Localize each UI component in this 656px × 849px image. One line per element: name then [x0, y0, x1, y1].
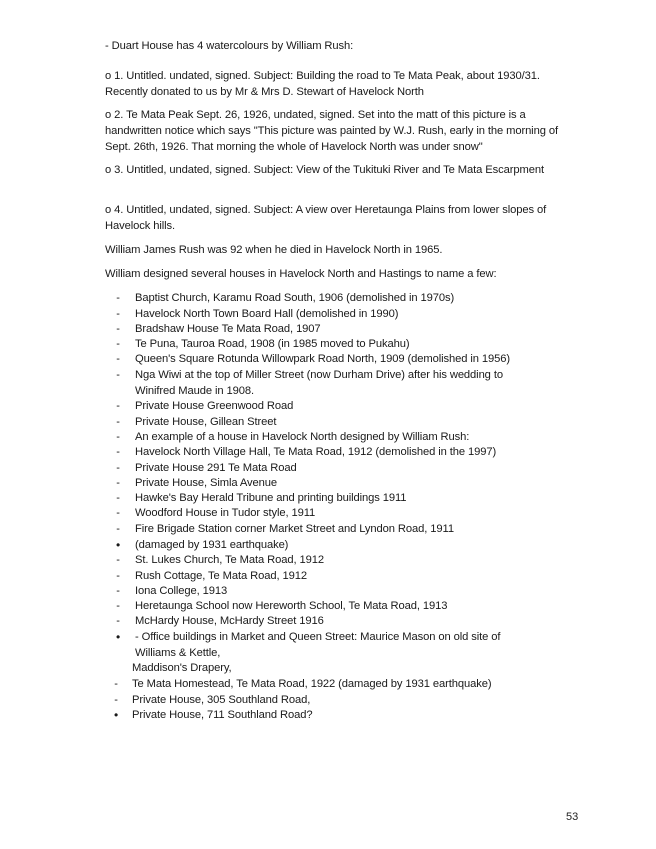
- list-item-text: Maddison's Drapery,: [132, 662, 232, 674]
- dash-marker: -: [116, 308, 120, 320]
- list-item-text: Nga Wiwi at the top of Miller Street (now Durham Drive) after his wedding to Winifred Maude in 1908.: [135, 369, 503, 397]
- bullet-marker: •: [115, 630, 121, 644]
- list-item-text: Woodford House in Tudor style, 1911: [135, 507, 316, 519]
- list-item-text: Hawke's Bay Herald Tribune and printing buildings 1911: [135, 492, 407, 504]
- list-item-text: Private House Greenwood Road: [135, 400, 294, 412]
- dash-marker: -: [116, 477, 120, 489]
- dash-marker: -: [116, 554, 120, 566]
- dash-marker: -: [116, 292, 120, 304]
- dash-marker: -: [116, 446, 120, 458]
- list-item-text: Fire Brigade Station corner Market Street and Lyndon Road, 1911: [135, 523, 454, 535]
- dash-marker: -: [116, 523, 120, 535]
- dash-marker: -: [116, 353, 120, 365]
- dash-marker: -: [116, 323, 120, 335]
- list-item-text: An example of a house in Havelock North designed by William Rush:: [135, 431, 470, 443]
- paragraph-duart-house: - Duart House has 4 watercolours by William Rush:: [105, 40, 354, 52]
- paragraph-watercolour-2: o 2. Te Mata Peak Sept. 26, 1926, undated, signed. Set into the matt of this picture is a handwritten notice which says "This picture was painted by W.J. Rush, early in the morning of Sept. 26th, 1926. That morning the whole of Havelock North was under snow": [105, 109, 558, 153]
- paragraph-watercolour-3: o 3. Untitled, undated, signed. Subject: View of the Tukituki River and Te Mata Escarpment: [105, 164, 544, 176]
- list-item-text: Queen's Square Rotunda Willowpark Road North, 1909 (demolished in 1956): [135, 353, 511, 365]
- dash-marker: -: [116, 369, 120, 381]
- list-item-text: Private House, Gillean Street: [135, 416, 277, 428]
- list-item-text: Private House 291 Te Mata Road: [135, 462, 297, 474]
- list-item-text: (damaged by 1931 earthquake): [135, 539, 289, 551]
- list-item-text: Iona College, 1913: [135, 585, 228, 597]
- list-item-text: St. Lukes Church, Te Mata Road, 1912: [135, 554, 324, 566]
- dash-marker: -: [116, 462, 120, 474]
- list-item-text: Private House, 305 Southland Road,: [132, 694, 311, 706]
- dash-marker: -: [116, 431, 120, 443]
- paragraph-watercolour-4: o 4. Untitled, undated, signed. Subject: A view over Heretaunga Plains from lower slopes of Havelock hills.: [105, 204, 547, 232]
- paragraph-watercolour-1: o 1. Untitled. undated, signed. Subject: Building the road to Te Mata Peak, about 1930/31. Recently donated to us by Mr & Mrs D. Stewart of Havelock North: [105, 70, 540, 98]
- page-number: 53: [566, 811, 579, 823]
- dash-marker: -: [116, 416, 120, 428]
- dash-marker: -: [116, 492, 120, 504]
- dash-marker: -: [114, 678, 118, 690]
- dash-marker: -: [114, 694, 118, 706]
- list-item-text: Bradshaw House Te Mata Road, 1907: [135, 323, 321, 335]
- list-item-text: Rush Cottage, Te Mata Road, 1912: [135, 570, 307, 582]
- paragraph-rush-death: William James Rush was 92 when he died in Havelock North in 1965.: [105, 244, 443, 256]
- list-item-text: Private House, Simla Avenue: [135, 477, 277, 489]
- list-item-text: McHardy House, McHardy Street 1916: [135, 615, 324, 627]
- list-item-text: Te Puna, Tauroa Road, 1908 (in 1985 moved to Pukahu): [135, 338, 410, 350]
- paragraph-designed-houses: William designed several houses in Havelock North and Hastings to name a few:: [105, 268, 497, 280]
- list-item-text: Te Mata Homestead, Te Mata Road, 1922 (damaged by 1931 earthquake): [132, 678, 492, 690]
- bullet-marker: •: [113, 708, 119, 722]
- dash-marker: -: [116, 615, 120, 627]
- dash-marker: -: [116, 400, 120, 412]
- list-item-text: Havelock North Town Board Hall (demolished in 1990): [135, 308, 399, 320]
- list-item-text: Heretaunga School now Hereworth School, Te Mata Road, 1913: [135, 600, 448, 612]
- bullet-marker: •: [115, 538, 121, 552]
- list-item-text: Private House, 711 Southland Road?: [132, 709, 313, 721]
- dash-marker: -: [116, 338, 120, 350]
- dash-marker: -: [116, 600, 120, 612]
- list-item-text: - Office buildings in Market and Queen Street: Maurice Mason on old site of Williams & Kettle,: [135, 631, 501, 659]
- dash-marker: -: [116, 585, 120, 597]
- list-item-text: Havelock North Village Hall, Te Mata Road, 1912 (demolished in the 1997): [135, 446, 497, 458]
- dash-marker: -: [116, 570, 120, 582]
- list-item-text: Baptist Church, Karamu Road South, 1906 (demolished in 1970s): [135, 292, 455, 304]
- dash-marker: -: [116, 507, 120, 519]
